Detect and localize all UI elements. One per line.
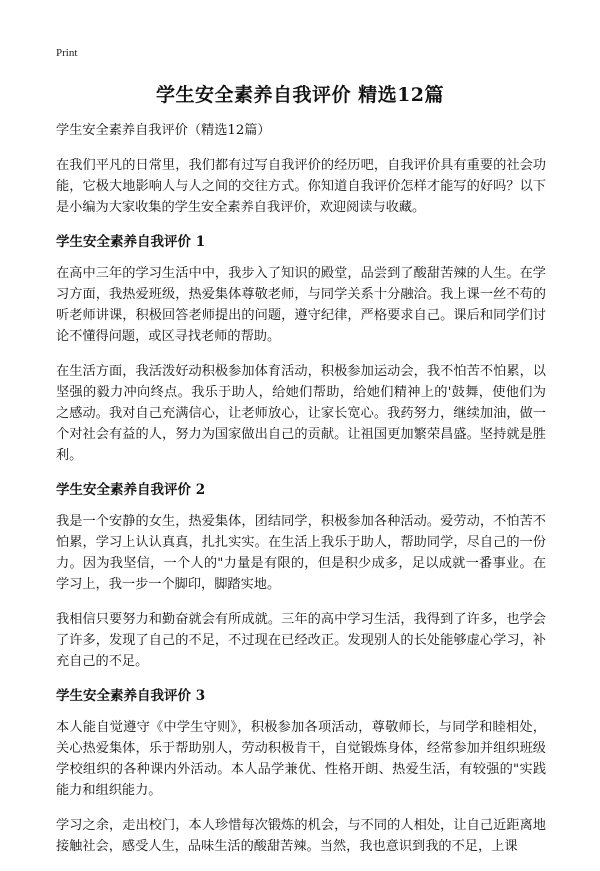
section-3 xyxy=(56,686,546,857)
section-paragraph: 我是一个安静的女生，热爱集体，团结同学，积极参加各种活动。爱劳动，不怕苦不怕累，学习上认认真真，扎扎实实。在生活上我乐于助人，帮助同学，尽自己的一份力。因为我坚信，一个人的"力量是有限的，但是积少成多，足以成就一番事业。在学习上，我一步一个脚印，脚踏实地。 xyxy=(56,514,546,592)
section-paragraph: 我相信只要努力和勤奋就会有所成就。三年的高中学习生活，我得到了许多，也学会了许多，发现了自己的不足，不过现在已经改正。发现别人的长处能够虚心学习，补充自己的不足。 xyxy=(56,612,546,669)
document-body xyxy=(56,120,546,871)
section-paragraph: 学习之余，走出校门，本人珍惜每次锻炼的机会，与不同的人相处，让自己近距离地接触社会，感受人生，品味生活的酸甜苦辣。当然，我也意识到我的不足，上课 xyxy=(56,818,546,854)
print-label: Print xyxy=(56,47,78,59)
section-2 xyxy=(56,480,546,672)
section-heading: 学生安全素养自我评价 1 xyxy=(56,234,206,250)
intro-paragraph: 在我们平凡的日常里，我们都有过写自我评价的经历吧，自我评价具有重要的社会功能，它极大地影响人与人之间的交往方式。你知道自我评价怎样才能写的好吗？以下是小编为大家收集的学生安全素养自我评价，欢迎阅读与收藏。 xyxy=(56,158,546,215)
document-title: 学生安全素养自我评价 精选12篇 xyxy=(155,84,445,106)
document-subtitle: 学生安全素养自我评价（精选12篇） xyxy=(56,123,271,138)
section-paragraph: 本人能自觉遵守《中学生守则》，积极参加各项活动，尊敬师长，与同学和睦相处，关心热爱集体，乐于帮助别人，劳动积极肯干，自觉锻炼身体，经常参加并组织班级学校组织的各种课内外活动。本人品学兼优、性格开朗、热爱生活，有较强的"实践能力和组织能力。 xyxy=(56,720,546,798)
section-heading: 学生安全素养自我评价 3 xyxy=(56,688,206,704)
section-paragraph: 在生活方面，我活泼好动积极参加体育活动，积极参加运动会，我不怕苦不怕累，以坚强的毅力冲向终点。我乐于助人，给她们帮助，给她们精神上的'鼓舞，使他们为之感动。我对自己充满信心，让老师放心，让家长宽心。我药努力，继续加油，做一个对社会有益的人，努力为国家做出自己的贡献。让祖国更加繁荣昌盛。坚持就是胜利。 xyxy=(56,364,546,463)
section-heading: 学生安全素养自我评价 2 xyxy=(56,482,206,498)
section-paragraph: 在高中三年的学习生活中中，我步入了知识的殿堂，品尝到了酸甜苦辣的人生。在学习方面，我热爱班级，热爱集体尊敬老师，与同学关系十分融洽。我上课一丝不苟的听老师讲课，积极回答老师提出的问题，遵守纪律，严格要求自己。课后和同学们讨论不懂得问题，或区寻找老师的帮助。 xyxy=(56,266,546,344)
section-1 xyxy=(56,232,546,466)
